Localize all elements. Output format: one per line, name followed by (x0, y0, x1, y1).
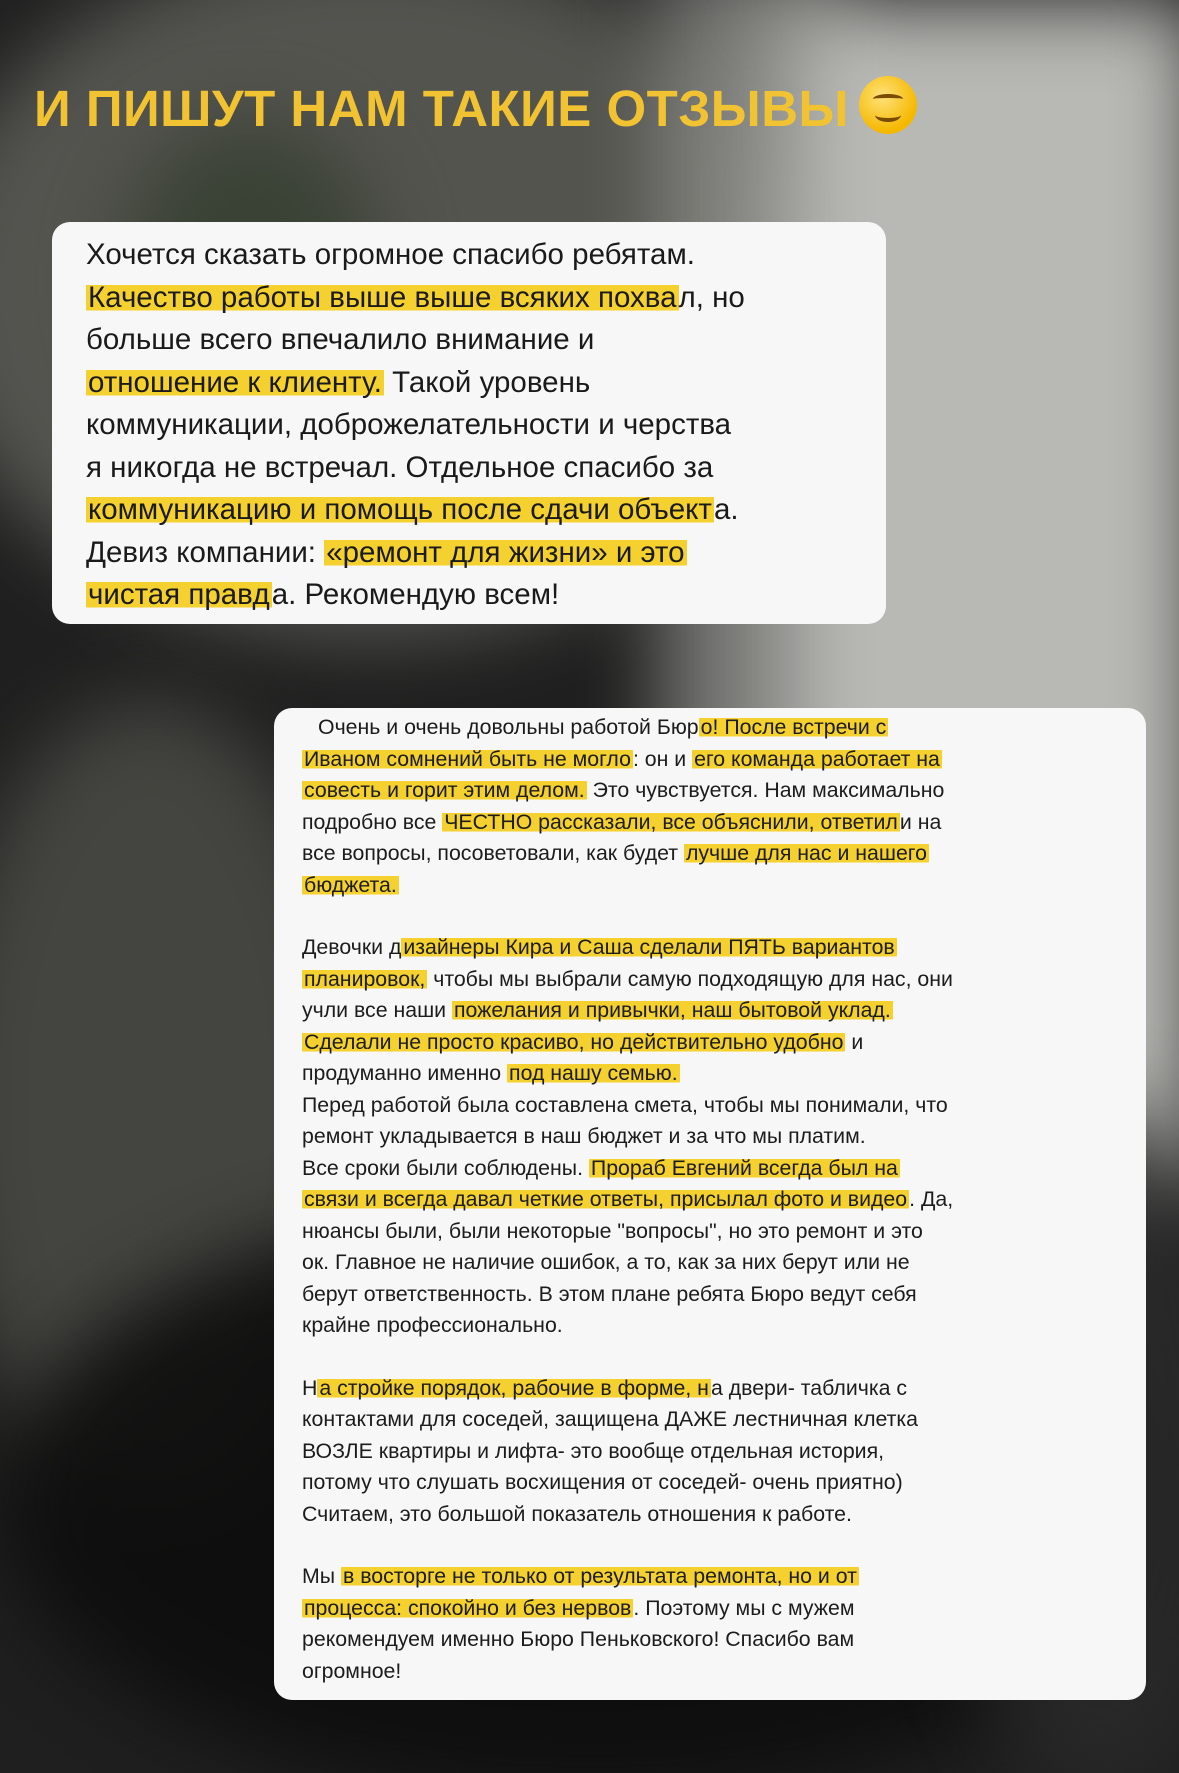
text-segment: Все сроки были соблюдены. (302, 1155, 589, 1180)
review-line (86, 404, 856, 447)
text-segment: . Поэтому мы с мужем (633, 1595, 855, 1620)
review-line (86, 362, 856, 405)
review-line (302, 1373, 1136, 1405)
review-line (302, 1593, 1136, 1625)
review-line (302, 712, 1136, 744)
text-segment: ок. Главное не наличие ошибок, а то, как за них берут или не (302, 1250, 910, 1274)
review-line (302, 1247, 1136, 1279)
review-line (302, 870, 1136, 902)
highlighted-text: Сделали не просто красиво, но действительно удобно (304, 1029, 844, 1054)
review-line (302, 1279, 1136, 1311)
text-segment: л, но (678, 280, 745, 314)
highlighted-text: отношение к клиенту. (88, 365, 382, 399)
review-line (86, 319, 856, 362)
review-line (302, 1436, 1136, 1468)
text-segment: ремонт укладывается в наш бюджет и за что мы платим. (302, 1124, 866, 1148)
review-line (302, 744, 1136, 776)
highlighted-text: чистая правд (88, 578, 270, 611)
highlighted-text: изайнеры Кира и Саша сделали ПЯТЬ вариантов (403, 935, 895, 959)
review-line (302, 1090, 1136, 1122)
highlighted-text: Иваном сомнений быть не могло (304, 746, 631, 771)
review-line (302, 1310, 1136, 1342)
text-segment: Очень и очень довольны работой Бюр (318, 715, 699, 739)
text-segment: ВОЗЛЕ квартиры и лифта- это вообще отдельная история, (302, 1438, 885, 1463)
review-line (302, 1153, 1136, 1185)
text-segment: а двери- табличка с (710, 1375, 908, 1400)
text-segment: чтобы мы выбрали самую подходящую для нас, они (427, 966, 953, 991)
text-segment: Мы (302, 1564, 341, 1588)
text-segment: Считаем, это большой показатель отношения к работе. (302, 1501, 852, 1526)
highlighted-text: ЧЕСТНО рассказали, все объяснили, ответил (444, 809, 898, 834)
highlighted-text: в восторге не только от результата ремонта, но и от (342, 1564, 857, 1588)
text-segment: и на (899, 809, 942, 834)
highlighted-text: процесса: спокойно и без нервов (304, 1595, 632, 1620)
review-line (302, 1499, 1136, 1531)
review-line (302, 1121, 1136, 1153)
text-segment: крайне профессионально. (302, 1313, 563, 1337)
highlighted-text: его команда работает на (694, 746, 940, 771)
text-segment: Такой уровень (383, 365, 591, 399)
highlighted-text: «ремонт для жизни» и это (326, 535, 685, 569)
highlighted-text: планировок, (304, 966, 426, 991)
text-segment: а. Рекомендую всем! (271, 578, 560, 611)
text-segment: рекомендуем именно Бюро Пеньковского! Спасибо вам (302, 1627, 855, 1651)
review-line (302, 1467, 1136, 1499)
review-card-2 (274, 708, 1146, 1700)
highlighted-text: связи и всегда давал четкие ответы, присылал фото и видео (304, 1187, 908, 1211)
page-title (34, 76, 917, 138)
review-line (302, 1184, 1136, 1216)
page-title-text: И ПИШУТ НАМ ТАКИЕ ОТЗЫВЫ (34, 80, 849, 137)
review-line (302, 1561, 1136, 1593)
hugging-face-emoji-icon (859, 76, 917, 134)
highlighted-text: а стройке порядок, рабочие в форме, н (319, 1375, 709, 1400)
text-segment: больше всего впечалило внимание и (86, 323, 595, 356)
review-line (86, 574, 856, 617)
highlighted-text: пожелания и привычки, наш бытовой уклад. (453, 998, 891, 1022)
review-line (86, 489, 856, 532)
review-line (86, 532, 856, 575)
highlighted-text: Качество работы выше выше всяких похва (88, 280, 677, 314)
highlighted-text: бюджета. (304, 872, 397, 897)
review-line (302, 964, 1136, 996)
review-line (302, 838, 1136, 870)
text-segment: Девочки д (302, 935, 402, 959)
highlighted-text: совесть и горит этим делом. (304, 778, 585, 802)
text-segment: все вопросы, посоветовали, как будет (302, 841, 684, 865)
highlighted-text: коммуникацию и помощь после сдачи объект (88, 493, 712, 526)
text-segment: потому что слушать восхищения от соседей- очень приятно) (302, 1470, 903, 1494)
text-segment: учли все наши (302, 998, 452, 1022)
review-line (86, 447, 856, 490)
text-segment: берут ответственность. В этом плане ребята Бюро ведут себя (302, 1281, 917, 1306)
text-segment: огромное! (302, 1658, 402, 1683)
text-segment: Н (302, 1375, 318, 1400)
review-paragraph (302, 712, 1136, 901)
text-segment: продуманно именно (302, 1061, 508, 1085)
highlighted-text: лучше для нас и нашего (685, 841, 927, 865)
text-segment: нюансы были, были некоторые "вопросы", но это ремонт и это (302, 1218, 923, 1243)
review-line (302, 1656, 1136, 1688)
review-line (302, 995, 1136, 1027)
review-card-1 (52, 222, 886, 624)
text-segment: коммуникации, доброжелательности и черства (86, 408, 732, 441)
review-line (302, 775, 1136, 807)
highlighted-text: под нашу семью. (509, 1061, 678, 1085)
highlighted-text: Прораб Евгений всегда был на (590, 1155, 898, 1180)
review-line (302, 932, 1136, 964)
text-segment: Хочется сказать огромное спасибо ребятам. (86, 238, 695, 271)
review-line (86, 234, 856, 277)
text-segment: : он и (632, 746, 693, 771)
review-paragraph (302, 1373, 1136, 1531)
review-paragraph (302, 932, 1136, 1342)
text-segment: . Да, (909, 1187, 954, 1211)
text-segment: Это чувствуется. Нам максимально (586, 778, 945, 802)
text-segment: контактами для соседей, защищена ДАЖЕ лестничная клетка (302, 1407, 919, 1431)
review-line (302, 1216, 1136, 1248)
review-line (302, 1027, 1136, 1059)
review-paragraph (302, 1561, 1136, 1687)
review-line (302, 807, 1136, 839)
text-segment: Перед работой была составлена смета, чтобы мы понимали, что (302, 1092, 948, 1117)
text-segment: и (845, 1029, 864, 1054)
text-segment: подробно все (302, 809, 443, 834)
review-line (302, 1404, 1136, 1436)
review-line (302, 1624, 1136, 1656)
text-segment: а. (713, 493, 739, 526)
highlighted-text: о! После встречи с (700, 715, 887, 739)
text-segment: я никогда не встречал. Отдельное спасибо за (86, 450, 714, 484)
review-line (302, 1058, 1136, 1090)
review-line (86, 277, 856, 320)
text-segment: Девиз компании: (86, 535, 325, 569)
